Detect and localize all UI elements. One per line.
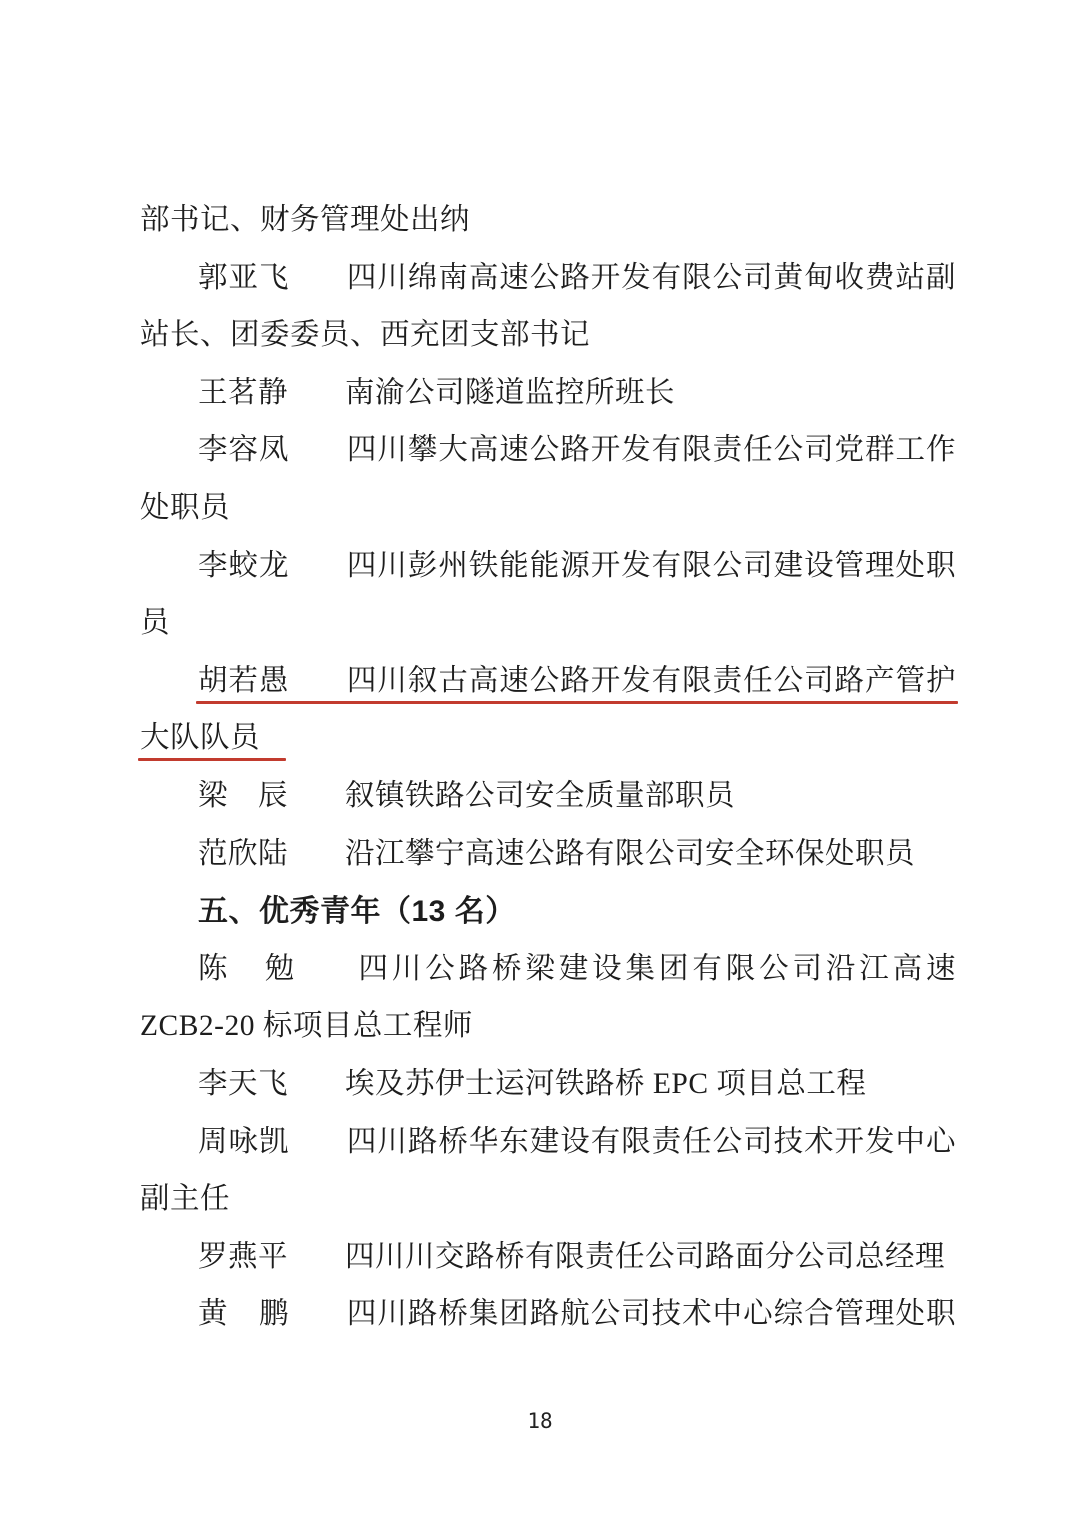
person-name: 郭亚飞 bbox=[198, 261, 290, 294]
document-body bbox=[140, 192, 956, 1344]
list-entry bbox=[140, 941, 956, 999]
continuation-line bbox=[140, 710, 956, 768]
person-name: 陈 勉 bbox=[198, 952, 299, 985]
person-name: 梁 辰 bbox=[198, 779, 289, 812]
continuation-text: ZCB2-20 标项目总工程师 bbox=[140, 1010, 473, 1043]
person-name: 李天飞 bbox=[198, 1067, 289, 1100]
continuation-text: 员 bbox=[140, 607, 171, 640]
list-entry bbox=[140, 1114, 956, 1172]
red-underline bbox=[196, 701, 958, 704]
person-name: 王茗静 bbox=[198, 376, 289, 409]
continuation-line bbox=[140, 595, 956, 653]
list-entry bbox=[140, 365, 956, 423]
list-entry bbox=[140, 250, 956, 308]
list-entry bbox=[140, 1056, 956, 1114]
continuation-line bbox=[140, 480, 956, 538]
person-name: 李容凤 bbox=[198, 434, 290, 467]
list-entry bbox=[140, 538, 956, 596]
red-underline bbox=[138, 758, 286, 761]
person-title: 埃及苏伊士运河铁路桥 EPC 项目总工程 bbox=[345, 1067, 867, 1100]
person-title: 四川叙古高速公路开发有限责任公司路产管护 bbox=[346, 664, 956, 697]
list-entry bbox=[140, 1286, 956, 1344]
list-entry bbox=[140, 653, 956, 711]
continuation-text: 部书记、财务管理处出纳 bbox=[140, 204, 471, 236]
person-title: 四川路桥集团路航公司技术中心综合管理处职 bbox=[346, 1298, 956, 1331]
person-title: 南渝公司隧道监控所班长 bbox=[345, 376, 676, 409]
continuation-line bbox=[140, 192, 956, 250]
person-name: 胡若愚 bbox=[198, 664, 290, 697]
person-name: 罗燕平 bbox=[198, 1240, 289, 1273]
person-title: 叙镇铁路公司安全质量部职员 bbox=[345, 779, 736, 812]
section-heading bbox=[140, 883, 956, 941]
person-title: 四川公路桥梁建设集团有限公司沿江高速 bbox=[355, 952, 956, 985]
continuation-line bbox=[140, 998, 956, 1056]
list-entry bbox=[140, 1229, 956, 1287]
section-heading-text: 五、优秀青年（13 名） bbox=[198, 895, 516, 929]
page-number: 18 bbox=[527, 1409, 553, 1433]
person-title: 四川川交路桥有限责任公司路面分公司总经理 bbox=[345, 1240, 946, 1273]
list-entry bbox=[140, 422, 956, 480]
continuation-text: 副主任 bbox=[140, 1183, 231, 1216]
person-name: 周咏凯 bbox=[198, 1125, 290, 1158]
person-title: 四川攀大高速公路开发有限责任公司党群工作 bbox=[346, 434, 956, 467]
person-title: 四川彭州铁能能源开发有限公司建设管理处职 bbox=[346, 549, 956, 582]
list-entry bbox=[140, 768, 956, 826]
continuation-line bbox=[140, 307, 956, 365]
person-name: 范欣陆 bbox=[198, 837, 289, 870]
person-title: 沿江攀宁高速公路有限公司安全环保处职员 bbox=[345, 837, 916, 870]
continuation-text: 处职员 bbox=[140, 491, 231, 524]
person-title: 四川路桥华东建设有限责任公司技术开发中心 bbox=[346, 1125, 956, 1158]
person-title: 四川绵南高速公路开发有限公司黄甸收费站副 bbox=[346, 261, 956, 294]
continuation-line bbox=[140, 1171, 956, 1229]
person-name: 黄 鹏 bbox=[198, 1298, 290, 1331]
list-entry bbox=[140, 826, 956, 884]
continuation-text: 站长、团委委员、西充团支部书记 bbox=[140, 319, 591, 352]
continuation-text: 大队队员 bbox=[140, 722, 261, 755]
person-name: 李蛟龙 bbox=[198, 549, 290, 582]
